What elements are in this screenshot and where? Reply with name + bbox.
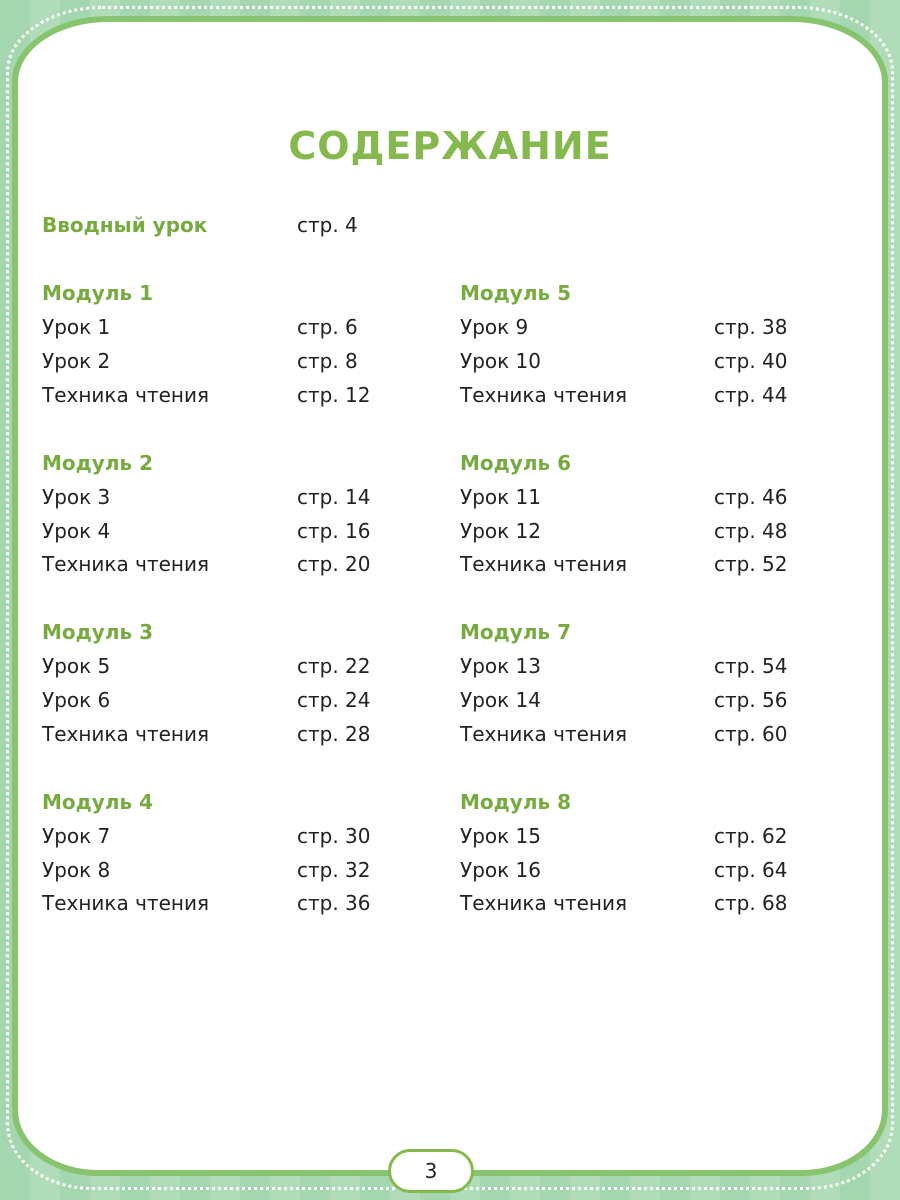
lesson-label: Техника чтения (460, 383, 628, 407)
lesson-label: Урок 11 (460, 485, 542, 509)
lesson-page: стр. 38 (714, 315, 788, 339)
module-heading: Модуль 6 (460, 451, 572, 475)
lesson-label: Техника чтения (460, 891, 628, 915)
lesson-label: Урок 4 (42, 519, 111, 543)
lesson-page: стр. 30 (297, 824, 371, 848)
module-heading: Модуль 1 (42, 281, 154, 305)
page-frame (18, 22, 882, 1170)
intro-label: Вводный урок (42, 213, 208, 237)
lesson-page: стр. 52 (714, 552, 788, 576)
lesson-page: стр. 40 (714, 349, 788, 373)
lesson-label: Техника чтения (460, 552, 628, 576)
lesson-label: Техника чтения (42, 891, 210, 915)
lesson-label: Урок 7 (42, 824, 111, 848)
lesson-label: Урок 12 (460, 519, 542, 543)
module-heading: Модуль 7 (460, 620, 572, 644)
lesson-page: стр. 6 (297, 315, 358, 339)
lesson-label: Урок 1 (42, 315, 111, 339)
lesson-page: стр. 64 (714, 858, 788, 882)
lesson-label: Техника чтения (460, 722, 628, 746)
module-heading: Модуль 3 (42, 620, 154, 644)
page-number: 3 (388, 1149, 474, 1193)
module-heading: Модуль 4 (42, 790, 154, 814)
lesson-page: стр. 14 (297, 485, 371, 509)
lesson-page: стр. 28 (297, 722, 371, 746)
lesson-page: стр. 12 (297, 383, 371, 407)
lesson-page: стр. 46 (714, 485, 788, 509)
module-heading: Модуль 2 (42, 451, 154, 475)
lesson-label: Урок 3 (42, 485, 111, 509)
lesson-label: Урок 14 (460, 688, 542, 712)
lesson-page: стр. 36 (297, 891, 371, 915)
lesson-label: Техника чтения (42, 722, 210, 746)
page-title: СОДЕРЖАНИЕ (288, 124, 612, 168)
lesson-page: стр. 56 (714, 688, 788, 712)
lesson-label: Урок 16 (460, 858, 542, 882)
lesson-label: Урок 15 (460, 824, 542, 848)
module-heading: Модуль 5 (460, 281, 572, 305)
lesson-page: стр. 32 (297, 858, 371, 882)
lesson-label: Урок 5 (42, 654, 111, 678)
lesson-label: Урок 8 (42, 858, 111, 882)
lesson-page: стр. 44 (714, 383, 788, 407)
lesson-page: стр. 62 (714, 824, 788, 848)
lesson-page: стр. 60 (714, 722, 788, 746)
lesson-label: Урок 9 (460, 315, 529, 339)
lesson-label: Урок 10 (460, 349, 542, 373)
lesson-label: Урок 6 (42, 688, 111, 712)
lesson-page: стр. 20 (297, 552, 371, 576)
lesson-page: стр. 68 (714, 891, 788, 915)
lesson-label: Урок 2 (42, 349, 111, 373)
lesson-page: стр. 54 (714, 654, 788, 678)
lesson-page: стр. 22 (297, 654, 371, 678)
lesson-label: Техника чтения (42, 552, 210, 576)
lesson-page: стр. 8 (297, 349, 358, 373)
intro-page: стр. 4 (297, 213, 358, 237)
lesson-label: Урок 13 (460, 654, 542, 678)
lesson-page: стр. 16 (297, 519, 371, 543)
module-heading: Модуль 8 (460, 790, 572, 814)
lesson-page: стр. 48 (714, 519, 788, 543)
lesson-label: Техника чтения (42, 383, 210, 407)
lesson-page: стр. 24 (297, 688, 371, 712)
